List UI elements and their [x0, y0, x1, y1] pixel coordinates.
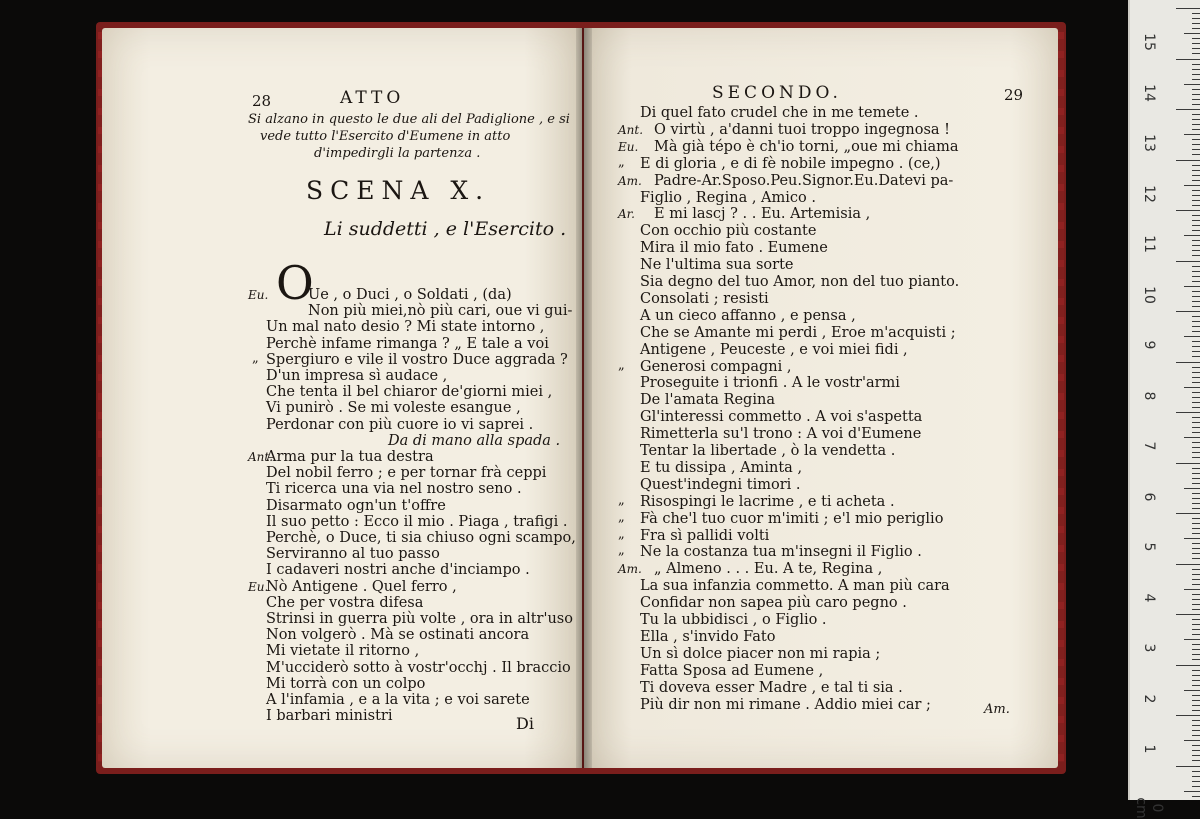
ruler-tick	[1192, 760, 1200, 761]
verse-line: I barbari ministri	[266, 708, 393, 725]
verse-line: Perchè infame rimanga ? „ E tale a voi	[266, 335, 549, 352]
ruler-tick	[1192, 69, 1200, 70]
verse-line: Fra sì pallidi volti	[640, 527, 770, 544]
scene-subtitle: Li suddetti , e l'Esercito .	[324, 218, 567, 240]
verse-line: Non volgerò . Mà se ostinati ancora	[266, 627, 530, 644]
right-catchword: Am.	[984, 702, 1010, 717]
verse-line: Fà che'l tuo cuor m'imiti ; e'l mio periglio	[640, 510, 944, 527]
verse-line: Vi punirò . Se mi voleste esangue ,	[266, 400, 521, 417]
ruler-tick	[1192, 710, 1200, 711]
ruler-tick	[1192, 457, 1200, 458]
ruler-tick	[1192, 180, 1200, 181]
right-running-head: SECONDO.	[712, 83, 842, 103]
ruler-tick	[1192, 175, 1200, 176]
ruler-tick	[1192, 685, 1200, 686]
ruler-tick	[1192, 346, 1200, 347]
quote-mark: „	[252, 350, 259, 366]
ruler-tick	[1184, 740, 1200, 741]
ruler-tick	[1192, 316, 1200, 317]
ruler-tick	[1192, 659, 1200, 660]
ruler-tick	[1192, 99, 1200, 100]
stage-direction-line-2: vede tutto l'Esercito d'Eumene in atto	[260, 129, 511, 144]
verse-line: A l'infamia , e a la vita ; e voi sarete	[266, 692, 530, 708]
ruler-tick	[1192, 584, 1200, 585]
ruler-tick	[1184, 185, 1200, 186]
ruler-number: 11	[1141, 235, 1157, 253]
verse-line: Mi vietate il ritorno ,	[266, 643, 420, 660]
ruler-tick	[1176, 59, 1200, 60]
verse-line: Di quel fato crudel che in me temete .	[640, 105, 919, 121]
ruler-tick	[1192, 432, 1200, 433]
ruler-tick	[1192, 473, 1200, 474]
ruler-tick	[1192, 165, 1200, 166]
ruler-tick	[1192, 553, 1200, 554]
verse-line: Fatta Sposa ad Eumene ,	[640, 662, 824, 679]
ruler-tick	[1192, 695, 1200, 696]
verse-line: Disarmato ogn'un t'offre	[266, 497, 446, 514]
ruler-tick	[1192, 225, 1200, 226]
ruler-tick	[1176, 766, 1200, 767]
quote-mark: „	[618, 543, 625, 559]
ruler-tick	[1184, 387, 1200, 388]
ruler-tick	[1192, 548, 1200, 549]
book-gutter	[576, 28, 592, 768]
quote-mark: „	[618, 509, 625, 525]
ruler-tick	[1192, 129, 1200, 130]
ruler-tick	[1192, 341, 1200, 342]
verse-line: M'ucciderò sotto à vostr'occhj . Il braccio	[266, 659, 571, 676]
ruler-tick	[1192, 74, 1200, 75]
measurement-ruler	[1128, 0, 1200, 819]
ruler-tick	[1184, 488, 1200, 489]
ruler-tick	[1192, 28, 1200, 29]
ruler-tick	[1192, 13, 1200, 14]
verse-line: Tu la ubbidisci , o Figlio .	[640, 612, 827, 628]
verse-line: Antigene , Peuceste , e voi miei fidi ,	[640, 341, 908, 358]
ruler-tick	[1192, 301, 1200, 302]
ruler-tick	[1184, 84, 1200, 85]
ruler-tick	[1192, 79, 1200, 80]
quote-mark: „	[618, 492, 625, 508]
drop-capital: O	[276, 256, 314, 310]
ruler-number: 4	[1141, 593, 1157, 602]
ruler-tick	[1192, 296, 1200, 297]
verse-line: Perchè, o Duce, ti sia chiuso ogni scampo,	[266, 530, 576, 546]
ruler-tick	[1192, 493, 1200, 494]
ruler-tick	[1192, 124, 1200, 125]
verse-line: Arma pur la tua destra	[266, 449, 434, 465]
ruler-tick	[1192, 271, 1200, 272]
ruler-tick	[1192, 629, 1200, 630]
speaker-label: Eu.	[618, 139, 639, 154]
ruler-tick	[1192, 250, 1200, 251]
ruler-tick	[1192, 781, 1200, 782]
ruler-tick	[1192, 382, 1200, 383]
ruler-tick	[1192, 23, 1200, 24]
verse-line: Ue , o Duci , o Soldati , (da)	[308, 287, 512, 303]
ruler-tick	[1192, 422, 1200, 423]
verse-line: Non più miei,nò più cari, oue vi gui-	[308, 303, 573, 320]
ruler-tick	[1176, 665, 1200, 666]
ruler-tick	[1192, 442, 1200, 443]
ruler-tick	[1192, 528, 1200, 529]
ruler-tick	[1192, 558, 1200, 559]
ruler-tick	[1176, 109, 1200, 110]
ruler-tick	[1192, 518, 1200, 519]
left-running-head: ATTO	[340, 88, 405, 108]
verse-line: Mà già tépo è ch'io torni, „oue mi chiama	[654, 138, 959, 155]
stage-direction-line-1: Si alzano in questo le due ali del Padiglione , e si	[248, 112, 570, 127]
verse-line: Da di mano alla spada .	[388, 432, 561, 449]
ruler-number: 13	[1141, 134, 1157, 152]
scene-title: SCENA X.	[306, 176, 491, 205]
ruler-tick	[1192, 245, 1200, 246]
ruler-tick	[1192, 776, 1200, 777]
ruler-tick	[1192, 735, 1200, 736]
ruler-tick	[1176, 362, 1200, 363]
verse-line: Figlio , Regina , Amico .	[640, 189, 816, 206]
ruler-tick	[1184, 235, 1200, 236]
ruler-tick	[1192, 276, 1200, 277]
ruler-tick	[1192, 745, 1200, 746]
ruler-tick	[1184, 33, 1200, 34]
ruler-tick	[1192, 144, 1200, 145]
ruler-tick	[1192, 407, 1200, 408]
verse-line: „ Almeno . . . Eu. A te, Regina ,	[654, 561, 883, 578]
ruler-tick	[1192, 255, 1200, 256]
verse-line: Padre-Ar.Sposo.Peu.Signor.Eu.Datevi pa-	[654, 172, 954, 189]
ruler-tick	[1184, 336, 1200, 337]
ruler-tick	[1184, 690, 1200, 691]
ruler-tick	[1192, 331, 1200, 332]
ruler-number: 15	[1141, 33, 1157, 51]
verse-line: Con occhio più costante	[640, 223, 817, 240]
ruler-tick	[1184, 286, 1200, 287]
ruler-tick	[1176, 8, 1200, 9]
ruler-tick	[1192, 43, 1200, 44]
verse-line: Gl'interessi commetto . A voi s'aspetta	[640, 409, 923, 426]
speaker-label: Eu.	[248, 579, 269, 594]
quote-mark: „	[618, 526, 625, 542]
verse-line: La sua infanzia commetto. A man più cara	[640, 578, 950, 595]
ruler-tick	[1192, 634, 1200, 635]
speaker-label: Eu.	[248, 288, 269, 302]
ruler-tick	[1176, 261, 1200, 262]
ruler-tick	[1192, 266, 1200, 267]
ruler-tick	[1192, 594, 1200, 595]
speaker-label: Ant.	[248, 450, 274, 464]
verse-line: O virtù , a'danni tuoi troppo ingegnosa !	[654, 121, 950, 138]
quote-mark: „	[618, 357, 625, 373]
ruler-tick	[1192, 427, 1200, 428]
left-catchword: Di	[516, 714, 534, 733]
right-page-number: 29	[1004, 86, 1024, 104]
ruler-tick	[1192, 377, 1200, 378]
ruler-tick	[1176, 210, 1200, 211]
ruler-tick	[1192, 523, 1200, 524]
ruler-tick	[1192, 89, 1200, 90]
ruler-tick	[1192, 200, 1200, 201]
ruler-tick	[1192, 755, 1200, 756]
ruler-tick	[1192, 48, 1200, 49]
ruler-tick	[1192, 154, 1200, 155]
verse-line: D'un impresa sì audace ,	[266, 368, 448, 384]
ruler-tick	[1192, 119, 1200, 120]
verse-line: Risospingi le lacrime , e ti acheta .	[640, 493, 895, 510]
ruler-tick	[1192, 452, 1200, 453]
verse-line: Che per vostra difesa	[266, 594, 424, 611]
ruler-tick	[1184, 538, 1200, 539]
ruler-tick	[1176, 160, 1200, 161]
ruler-tick	[1192, 478, 1200, 479]
ruler-tick	[1192, 654, 1200, 655]
ruler-tick	[1176, 513, 1200, 514]
verse-line: E di gloria , e di fè nobile impegno . (ce,)	[640, 155, 941, 172]
ruler-tick	[1192, 281, 1200, 282]
verse-line: Proseguite i trionfi . A le vostr'armi	[640, 375, 900, 392]
verse-line: Rimetterla su'l trono : A voi d'Eumene	[640, 426, 922, 443]
ruler-tick	[1176, 614, 1200, 615]
ruler-tick	[1176, 463, 1200, 464]
ruler-tick	[1192, 351, 1200, 352]
verse-line: Che se Amante mi perdi , Eroe m'acquisti ;	[640, 324, 956, 341]
ruler-tick	[1192, 306, 1200, 307]
ruler-tick	[1184, 589, 1200, 590]
speaker-label: Am.	[618, 562, 642, 577]
ruler-tick	[1192, 402, 1200, 403]
ruler-tick	[1192, 38, 1200, 39]
ruler-number: 3	[1141, 643, 1157, 653]
ruler-tick	[1192, 205, 1200, 206]
ruler-tick	[1192, 190, 1200, 191]
ruler-number: 0 cm	[1133, 796, 1165, 819]
ruler-tick	[1192, 579, 1200, 580]
ruler-tick	[1192, 114, 1200, 115]
quote-mark: „	[618, 154, 625, 170]
verse-line: A un cieco affanno , e pensa ,	[640, 307, 856, 324]
ruler-tick	[1192, 498, 1200, 499]
verse-line: E mi lascj ? . . Eu. Artemisia ,	[654, 206, 871, 223]
ruler-tick	[1192, 291, 1200, 292]
ruler-tick	[1192, 240, 1200, 241]
ruler-tick	[1192, 599, 1200, 600]
ruler-tick	[1192, 397, 1200, 398]
ruler-tick	[1192, 483, 1200, 484]
verse-line: I cadaveri nostri anche d'inciampo .	[266, 562, 530, 579]
ruler-tick	[1192, 447, 1200, 448]
verse-line: Serviranno al tuo passo	[266, 546, 440, 563]
verse-line: Quest'indegni timori .	[640, 476, 801, 493]
verse-line: Ella , s'invido Fato	[640, 628, 776, 645]
verse-line: Generosi compagni ,	[640, 358, 792, 375]
ruler-tick	[1176, 311, 1200, 312]
ruler-number: 5	[1141, 542, 1157, 552]
ruler-number: 1	[1141, 744, 1157, 754]
verse-line: Consolati ; resisti	[640, 290, 769, 307]
verse-line: Del nobil ferro ; e per tornar frà ceppi	[266, 465, 547, 482]
verse-line: E tu dissipa , Aminta ,	[640, 459, 803, 476]
ruler-tick	[1192, 170, 1200, 171]
verse-line: De l'amata Regina	[640, 392, 775, 409]
verse-line: Un sì dolce piacer non mi rapia ;	[640, 645, 881, 662]
ruler-number: 7	[1141, 441, 1157, 451]
ruler-tick	[1192, 104, 1200, 105]
ruler-number: 2	[1141, 694, 1157, 703]
ruler-tick	[1192, 94, 1200, 95]
verse-line: Mira il mio fato . Eumene	[640, 240, 828, 257]
ruler-tick	[1192, 372, 1200, 373]
ruler-tick	[1192, 392, 1200, 393]
verse-line: Tentar la libertade , ò la vendetta .	[640, 443, 896, 459]
ruler-number: 9	[1141, 340, 1157, 350]
verse-line: Mi torrà con un colpo	[266, 675, 426, 692]
verse-line: Ti doveva esser Madre , e tal ti sia .	[640, 679, 903, 696]
ruler-tick	[1192, 750, 1200, 751]
ruler-tick	[1192, 321, 1200, 322]
verse-line: Confidar non sapea più caro pegno .	[640, 595, 907, 612]
verse-line: Che tenta il bel chiaror de'giorni miei ,	[266, 384, 553, 401]
verse-line: Strinsi in guerra più volte , ora in altr'uso	[266, 611, 573, 627]
ruler-tick	[1192, 64, 1200, 65]
stage-direction-line-3: d'impedirgli la partenza .	[314, 146, 481, 161]
ruler-tick	[1192, 230, 1200, 231]
ruler-tick	[1192, 700, 1200, 701]
ruler-tick	[1192, 609, 1200, 610]
ruler-tick	[1192, 367, 1200, 368]
ruler-tick	[1192, 53, 1200, 54]
ruler-tick	[1192, 670, 1200, 671]
speaker-label: Ant.	[618, 122, 644, 137]
ruler-tick	[1192, 720, 1200, 721]
ruler-tick	[1192, 417, 1200, 418]
ruler-tick	[1192, 771, 1200, 772]
ruler-tick	[1192, 195, 1200, 196]
verse-line: Ne la costanza tua m'insegni il Figlio .	[640, 544, 922, 561]
ruler-tick	[1192, 705, 1200, 706]
ruler-tick	[1192, 533, 1200, 534]
speaker-label: Ar.	[618, 207, 635, 222]
ruler-tick	[1176, 715, 1200, 716]
right-page	[584, 28, 1058, 768]
speaker-label: Am.	[618, 173, 642, 188]
verse-line: Spergiuro e vile il vostro Duce aggrada ?	[266, 351, 568, 368]
ruler-tick	[1192, 624, 1200, 625]
ruler-tick	[1192, 326, 1200, 327]
ruler-tick	[1192, 680, 1200, 681]
ruler-tick	[1192, 543, 1200, 544]
ruler-tick	[1192, 786, 1200, 787]
ruler-tick	[1176, 412, 1200, 413]
ruler-number: 12	[1141, 184, 1157, 203]
ruler-tick	[1192, 619, 1200, 620]
ruler-tick	[1192, 508, 1200, 509]
ruler-tick	[1184, 134, 1200, 135]
ruler-tick	[1192, 796, 1200, 797]
ruler-tick	[1184, 639, 1200, 640]
ruler-tick	[1176, 564, 1200, 565]
ruler-tick	[1192, 675, 1200, 676]
ruler-tick	[1192, 149, 1200, 150]
verse-line: Ne l'ultima sua sorte	[640, 257, 794, 274]
ruler-tick	[1192, 215, 1200, 216]
ruler-tick	[1192, 644, 1200, 645]
ruler-tick	[1192, 356, 1200, 357]
ruler-tick	[1192, 730, 1200, 731]
verse-line: Perdonar con più cuore io vi saprei .	[266, 416, 534, 433]
ruler-tick	[1192, 139, 1200, 140]
left-page-number: 28	[252, 92, 272, 110]
verse-line: Più dir non mi rimane . Addio miei car ;	[640, 696, 931, 713]
ruler-tick	[1192, 220, 1200, 221]
verse-line: Sia degno del tuo Amor, non del tuo pianto.	[640, 274, 960, 290]
ruler-number: 14	[1141, 83, 1157, 102]
verse-line: Un mal nato desio ? Mi state intorno ,	[266, 319, 545, 336]
ruler-number: 10	[1141, 285, 1157, 304]
ruler-number: 6	[1141, 492, 1157, 501]
ruler-tick	[1192, 468, 1200, 469]
verse-line: Nò Antigene . Quel ferro ,	[266, 578, 457, 595]
left-page	[102, 28, 582, 768]
ruler-tick	[1192, 574, 1200, 575]
ruler-tick	[1192, 649, 1200, 650]
open-book	[96, 22, 1066, 774]
ruler-tick	[1192, 18, 1200, 19]
verse-line: Il suo petto : Ecco il mio . Piaga , trafigi .	[266, 513, 568, 530]
ruler-tick	[1192, 503, 1200, 504]
ruler-tick	[1184, 437, 1200, 438]
ruler-tick	[1184, 791, 1200, 792]
ruler-tick	[1192, 569, 1200, 570]
ruler-number: 8	[1141, 391, 1157, 400]
ruler-tick	[1192, 604, 1200, 605]
ruler-tick	[1192, 725, 1200, 726]
verse-line: Ti ricerca una via nel nostro seno .	[266, 481, 522, 498]
